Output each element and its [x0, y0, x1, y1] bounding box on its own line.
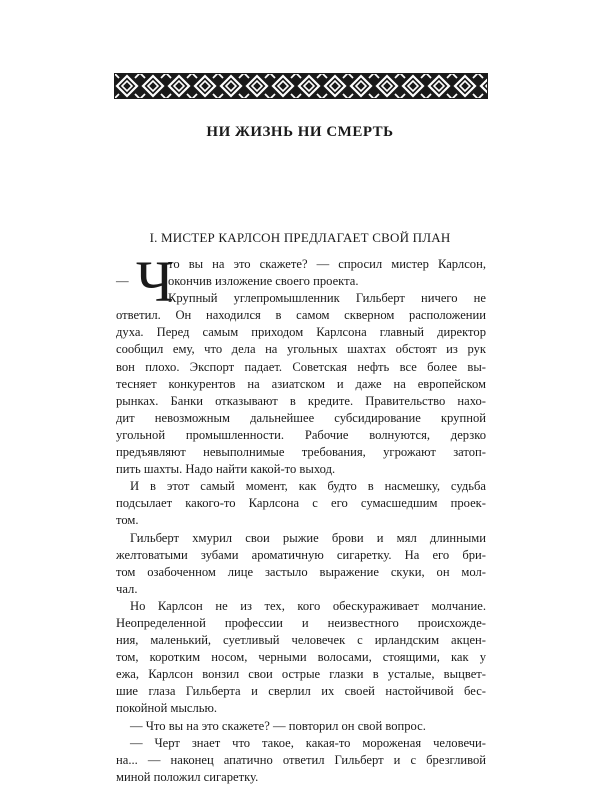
- text-line: сообщил ему, что дела на угольных шахтах обстоят из рук: [116, 342, 486, 357]
- paragraph: [116, 478, 486, 529]
- section-title: I. МИСТЕР КАРЛСОН ПРЕДЛАГАЕТ СВОЙ ПЛАН: [149, 230, 451, 245]
- text-line: угольной промышленности. Рабочие волнуются, дерзко: [116, 427, 486, 442]
- text-line: Крупный углепромышленник Гильберт ничего не: [168, 291, 486, 306]
- text-line: дит невозможным дальнейшее субсидирование крупной: [116, 410, 486, 425]
- text-line: чал.: [116, 581, 138, 596]
- decorative-ornament-band: [114, 73, 488, 99]
- body-text: [116, 249, 486, 786]
- text-line: шие глаза Гильберта и сверлил их своей настойчивой бес-: [116, 684, 486, 699]
- ornament-pattern: [114, 73, 488, 99]
- text-line: желтоватыми зубами ароматичную сигаретку. На его бри-: [116, 547, 486, 562]
- text-line: ния, маленький, суетливый человечек с ирландским акцен-: [116, 633, 486, 648]
- text-line: ежа, Карлсон вонзил свои острые глазки в усталые, выцвет-: [116, 667, 486, 682]
- text-line: то вы на это скажете? — спросил мистер Карлсон,: [168, 257, 486, 271]
- paragraph: [116, 718, 486, 735]
- paragraph: [116, 530, 486, 598]
- text-line: покойной мыслью.: [116, 701, 218, 716]
- text-line: на... — наконец апатично ответил Гильберт и с брезгливой: [116, 752, 486, 767]
- dialogue-dash: —: [116, 274, 129, 288]
- text-line: том озабоченном лице застыло выражение скуки, он мол-: [116, 564, 486, 579]
- text-line: Гильберт хмурил свои рыжие брови и мял длинными: [130, 530, 486, 545]
- text-line: миной положил сигаретку.: [116, 769, 259, 784]
- text-line: окончив изложение своего проекта.: [168, 274, 359, 289]
- text-line: духа. Перед самым приходом Карлсона главный директор: [116, 325, 486, 340]
- chapter-title: НИ ЖИЗНЬ НИ СМЕРТЬ: [206, 124, 394, 140]
- text-line: тесняет конкурентов на азиатском и даже на европейском: [116, 376, 486, 391]
- text-line: — Что вы на это скажете? — повторил он свой вопрос.: [130, 718, 426, 733]
- text-line: — Черт знает что такое, какая-то мороженая человечи-: [130, 735, 486, 750]
- text-line: Но Карлсон не из тех, кого обескураживает молчание.: [130, 598, 486, 613]
- text-line: И в этот самый момент, как будто в насмешку, судьба: [130, 479, 486, 494]
- text-line: подсылает какого-то Карлсона с его сумасшедшим проек-: [116, 496, 486, 511]
- paragraph: [116, 290, 486, 478]
- paragraph: [116, 735, 486, 786]
- text-line: пить шахты. Надо найти какой-то выход.: [116, 462, 336, 477]
- drop-cap: Ч: [136, 249, 174, 314]
- text-line: предъявляют невыполнимые требования, угрожают затоп-: [116, 445, 486, 460]
- text-line: Неопределенной профессии и неизвестного происхожде-: [116, 615, 486, 630]
- paragraph: [116, 598, 486, 718]
- text-line: том, коротким носом, черными волосами, стоящими, как у: [116, 650, 486, 665]
- text-line: рынках. Банки отказывают в кредите. Правительство нахо-: [116, 393, 486, 408]
- text-line: ответил. Он находился в самом скверном расположении: [116, 308, 486, 323]
- text-line: том.: [116, 513, 139, 528]
- text-line: вон плохо. Экспорт падает. Советская нефть все более вы-: [116, 359, 486, 374]
